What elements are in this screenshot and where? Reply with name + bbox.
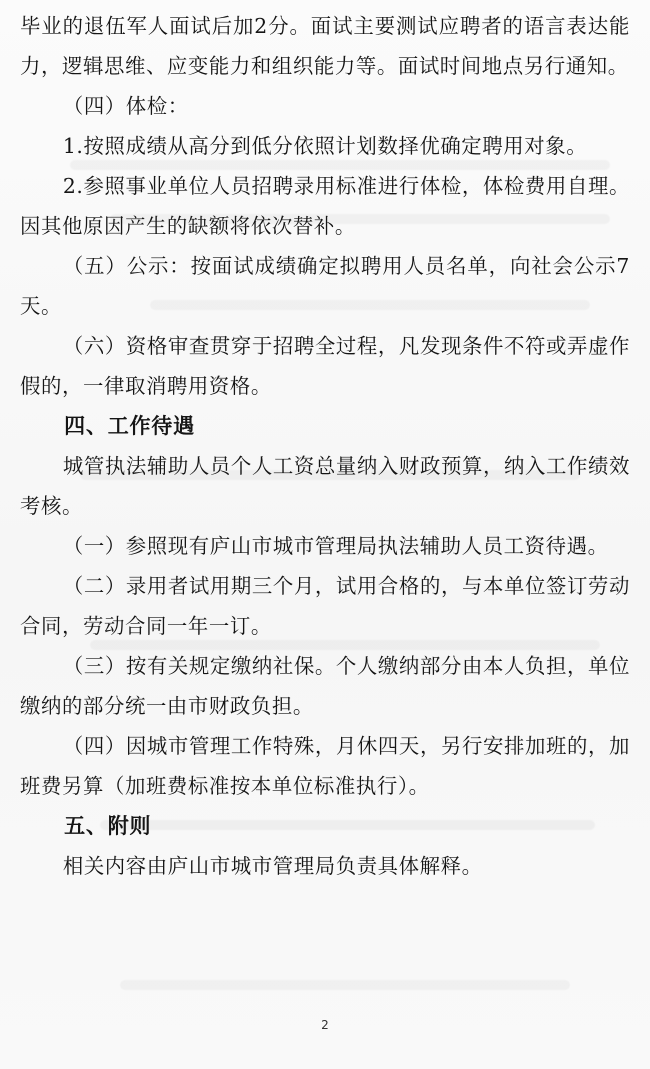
paragraph-compensation-2: （二）录用者试用期三个月，试用合格的，与本单位签订劳动合同，劳动合同一年一订。 — [20, 574, 630, 638]
page-number: 2 — [321, 1018, 329, 1032]
section-heading-supplementary: 五、附则 — [64, 814, 152, 838]
paragraph-compensation-1: （一）参照现有庐山市城市管理局执法辅助人员工资待遇。 — [62, 534, 609, 558]
paragraph-interview-details: 毕业的退伍军人面试后加2分。面试主要测试应聘者的语言表达能力，逻辑思维、应变能力和组织能力等。面试时间地点另行通知。 — [20, 14, 630, 78]
paragraph-qualification-review: （六）资格审查贯穿于招聘全过程，凡发现条件不符或弄虚作假的，一律取消聘用资格。 — [20, 334, 630, 398]
paragraph-compensation-intro: 城管执法辅助人员个人工资总量纳入财政预算，纳入工作绩效考核。 — [20, 454, 630, 518]
paragraph-supplementary: 相关内容由庐山市城市管理局负责具体解释。 — [62, 854, 483, 878]
bleed-through-texture — [120, 980, 570, 990]
paragraph-physical-exam-1: 1.按照成绩从高分到低分依照计划数择优确定聘用对象。 — [62, 134, 588, 158]
paragraph-physical-exam-2: 2.参照事业单位人员招聘录用标准进行体检，体检费用自理。因其他原因产生的缺额将依次替补。 — [20, 174, 630, 238]
paragraph-public-notice: （五）公示：按面试成绩确定拟聘用人员名单，向社会公示7天。 — [20, 254, 630, 318]
section-physical-exam-title: （四）体检： — [62, 94, 189, 118]
paragraph-compensation-4: （四）因城市管理工作特殊，月休四天，另行安排加班的，加班费另算（加班费标准按本单位标准执行）。 — [20, 734, 630, 798]
paragraph-compensation-3: （三）按有关规定缴纳社保。个人缴纳部分由本人负担，单位缴纳的部分统一由市财政负担。 — [20, 654, 630, 718]
section-heading-compensation: 四、工作待遇 — [64, 414, 195, 438]
document-body — [20, 6, 630, 886]
